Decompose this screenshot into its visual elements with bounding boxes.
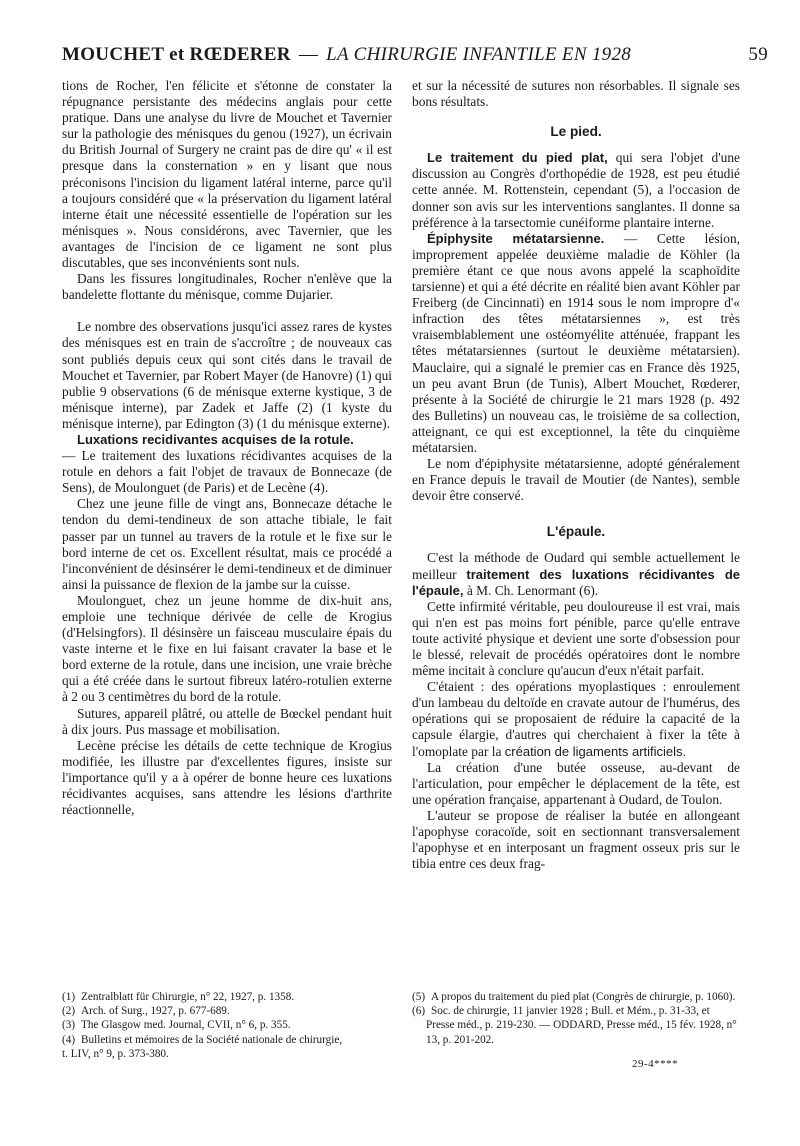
printer-signature: 29-4**** — [632, 1058, 679, 1070]
section-heading-epaule: L'épaule. — [546, 524, 606, 540]
paragraph-longitudinal-fissures: Dans les fissures longitudinales, Rocher n'enlève que la bandelette flottante du ménisque, comme Dujarier. — [62, 271, 392, 303]
left-column — [62, 78, 392, 818]
paragraph-sutures-continued: et sur la nécessité de sutures non résorbables. Il signale ses bons résultats. — [412, 78, 740, 110]
footnote-number: (5) — [412, 991, 426, 1003]
paragraph-operations-emphasis: création de ligaments artificiels. — [504, 743, 687, 759]
paragraph-epiphysite-text: — Cette lésion, improprement appelée deuxième maladie de Köhler (la première étant ce que nous avons appelé la scaphoïdite tarsienne) et qui a été décrite en réalité bien avant Köhler par Freiberg (de Cincinnati) en 1914 sous le nom impropre d'« infraction des têtes métatarsiennes », est très vraisemblablement une ostéomyélite atténuée, frappant les têtes métatarsiennes (surtout le deuxième métatarsien). Mauclaire, qui a signalé le premier cas en France dès 1925, un peu avant Brun (de Tunis), Albert Mouchet, Rœderer, présente à la Société de chirurgie le 21 mars 1928 (p. 492 des Bulletins) un nouveau cas, le troisième de sa collection, atteignant, ce qui est exceptionnel, la tête du cinquième métatarsien. — [412, 230, 740, 455]
footnote — [62, 990, 392, 1004]
footnotes-right — [412, 990, 740, 1047]
paragraph-epiphysite — [412, 231, 740, 456]
paragraph-oudard-text: C'est la méthode de Oudard qui semble actuellement le meilleur — [412, 550, 740, 582]
paragraph-pied-plat — [412, 150, 740, 230]
footnote-number: (2) — [62, 1005, 76, 1018]
footnote — [412, 990, 740, 1004]
paragraph-oudard-method — [412, 550, 740, 598]
running-head-dash: — — [298, 44, 319, 65]
section-lead-epiphysite: Épiphysite métatarsienne. — [427, 230, 605, 246]
section-lead-patella: Luxations recidivantes acquises de la rotule. — [77, 431, 354, 447]
section-lead-pied-plat: Le traitement du pied plat, — [427, 150, 608, 166]
paragraph-bonnecaze: Chez une jeune fille de vingt ans, Bonnecaze détache le tendon du demi-tendineux de son attache tibiale, le fait passer par un tunnel au travers de la rotule et le fixe sur le bord interne de cet os. Excellent résultat, mais ce procédé a l'inconvénient de désinsérer le demi-tendineux et de diminuer ainsi la puissance de flexion de la jambe sur la cuisse. — [62, 496, 392, 592]
footnote-number: (4) — [62, 1033, 76, 1046]
right-column — [412, 78, 740, 872]
paragraph-operations — [412, 679, 740, 759]
paragraph-meniscus-cysts: Le nombre des observations jusqu'ici assez rares de kystes des ménisques est en train de s'accroître ; de nouveaux cas sont publiés depuis ceux qui sont cités dans le travail de Mouchet et Tavernier, par Robert Mayer (de Hanovre) (1) qui publie 9 observations (6 de ménisque externe kystique, 3 de ménisque interne), par Zadek et Jaffe (2) (1 kyste du ménisque interne), par Edington (3) (1 du ménisque externe). — [62, 319, 392, 431]
footnote-continuation: t. LIV, n° 9, p. 373-380. — [62, 1047, 169, 1060]
footnote-text: Soc. de chirurgie, 11 janvier 1928 ; Bull. et Mém., p. 31-33, et Presse méd., p. 219-230. — ODDARD, Presse méd., 15 fév. 1928, n° 13, p. 201-202. — [426, 1005, 737, 1046]
section-lead-epaule: traitement des luxations récidivantes de l'épaule, — [412, 566, 740, 598]
paragraph-patella-text: — Le traitement des luxations récidivantes acquises de la rotule en dehors a fait l'objet de travaux de Bonnecaze (de Sens), de Moulonguet (de Paris) et de Lecène (4). — [62, 448, 392, 496]
paragraph-infirmite: Cette infirmité véritable, peu douloureuse il est vrai, mais qui n'en est pas moins fort pénible, parce qu'elle entrave toute activité physique et devient une sorte d'obsession pour le blessé, relevait de procédés opératoires dont le nombre même incitait à conclure qu'aucun d'eux n'était parfait. — [412, 598, 740, 679]
paragraph-moulonguet: Moulonguet, chez un jeune homme de dix-huit ans, emploie une technique dérivée de celle de Krogius (d'Helsingfors). Il désinsère un faisceau musculaire épais du vaste interne et le fixe en lui faisant cravater la base et le bord externe de la rotule, dans une incision, une vraie brèche qui a été créée dans le surtout fibreux latéro-rotulien externe à 2 ou 3 centimètres du bord de la rotule. — [62, 592, 392, 705]
paragraph-lecene: Lecène précise les détails de cette technique de Krogius modifiée, les illustre par d'excellentes figures, insiste sur l'importance qu'il y a à opérer de bonne heure ces luxations récidivantes acquises, sans attendre les lésions d'arthrite réactionnelle, — [62, 737, 392, 818]
running-head-title: LA CHIRURGIE INFANTILE EN 1928 — [326, 44, 632, 65]
page-number: 59 — [748, 44, 768, 65]
paragraph-patella-luxations — [62, 432, 392, 496]
footnote-number: (6) — [412, 1005, 426, 1018]
footnote-text: Zentralblatt für Chirurgie, n° 22, 1927, p. 1358. — [81, 991, 295, 1003]
footnote — [412, 1004, 740, 1047]
footnote-number: (1) — [62, 991, 76, 1003]
footnote — [62, 1004, 392, 1018]
footnote-text: Bulletins et mémoires de la Société nationale de chirurgie, — [81, 1033, 343, 1046]
paragraph-pied-plat-text: qui sera l'objet d'une discussion au Congrès d'orthopédie de 1928, est peu étudié cette année. M. Rottenstein, cependant (5), a l'occasion de donner son avis sur les interventions sanglantes. Il donne sa préférence à la tarsectomie cunéiforme plantaire interne. — [412, 150, 740, 230]
footnote-text: A propos du traitement du pied plat (Congrès de chirurgie, p. 1060). — [431, 991, 736, 1003]
paragraph-operations-text: C'étaient : des opérations myoplastiques : enroulement d'un lambeau du deltoïde en cravate autour de l'humérus, des opérations qui se proposaient de réduire la capacité de la capsule élargie, d'autres qui cherchaient à fixer la tête à l'omoplate par la — [412, 679, 740, 759]
footnote-text: The Glasgow med. Journal, CVII, n° 6, p. 355. — [81, 1019, 291, 1032]
paragraph-oudard-credit: à M. Ch. Lenormant (6). — [466, 582, 599, 598]
footnotes-left — [62, 990, 392, 1061]
section-heading-pied: Le pied. — [550, 124, 602, 140]
footnote — [62, 1033, 392, 1047]
paragraph-auteur: L'auteur se propose de réaliser la butée en allongeant l'apophyse coracoïde, soit en sectionnant transversalement l'apophyse et en interposant un fragment osseux pris sur le tibia entre ces deux frag- — [412, 807, 740, 872]
footnote — [62, 1018, 392, 1032]
running-head-authors: MOUCHET et RŒDERER — [62, 44, 291, 65]
paragraph-meniscus-ligament: tions de Rocher, l'en félicite et s'étonne de constater la répugnance persistante des médecins anglais pour cette pratique. Dans une analyse du livre de Mouchet et Tavernier sur la pathologie des ménisques du genou (1927), un écrivain du British Journal of Surgery ne craint pas de dire qu' « il est presque dans la consternation » en y lisant que nous préconisons l'incision du ligament latéral interne, parce qu'il a toujours considéré que « la préservation du ligament latéral interne était une nécessité essentielle de l'opération sur les ménisques ». Nous considérons, avec Tavernier, que les avantages de l'incision de ce ligament ne sont plus discutables, que ses inconvénients sont nuls. — [62, 78, 392, 271]
paragraph-epiphysite-name: Le nom d'épiphysite métatarsienne, adopté généralement en France depuis le travail de Moutier (de Nantes), semble devoir être conservé. — [412, 456, 740, 504]
footnote-number: (3) — [62, 1019, 76, 1032]
paragraph-butee: La création d'une butée osseuse, au-devant de l'articulation, pour empêcher le déplacement de la tête, est une opération française, appartenant à Oudard, de Toulon. — [412, 759, 740, 807]
footnote-text: Arch. of Surg., 1927, p. 677-689. — [81, 1005, 230, 1018]
running-head — [62, 44, 768, 74]
paragraph-sutures: Sutures, appareil plâtré, ou attelle de Bœckel pendant huit à dix jours. Pus massage et mobilisation. — [62, 705, 392, 737]
